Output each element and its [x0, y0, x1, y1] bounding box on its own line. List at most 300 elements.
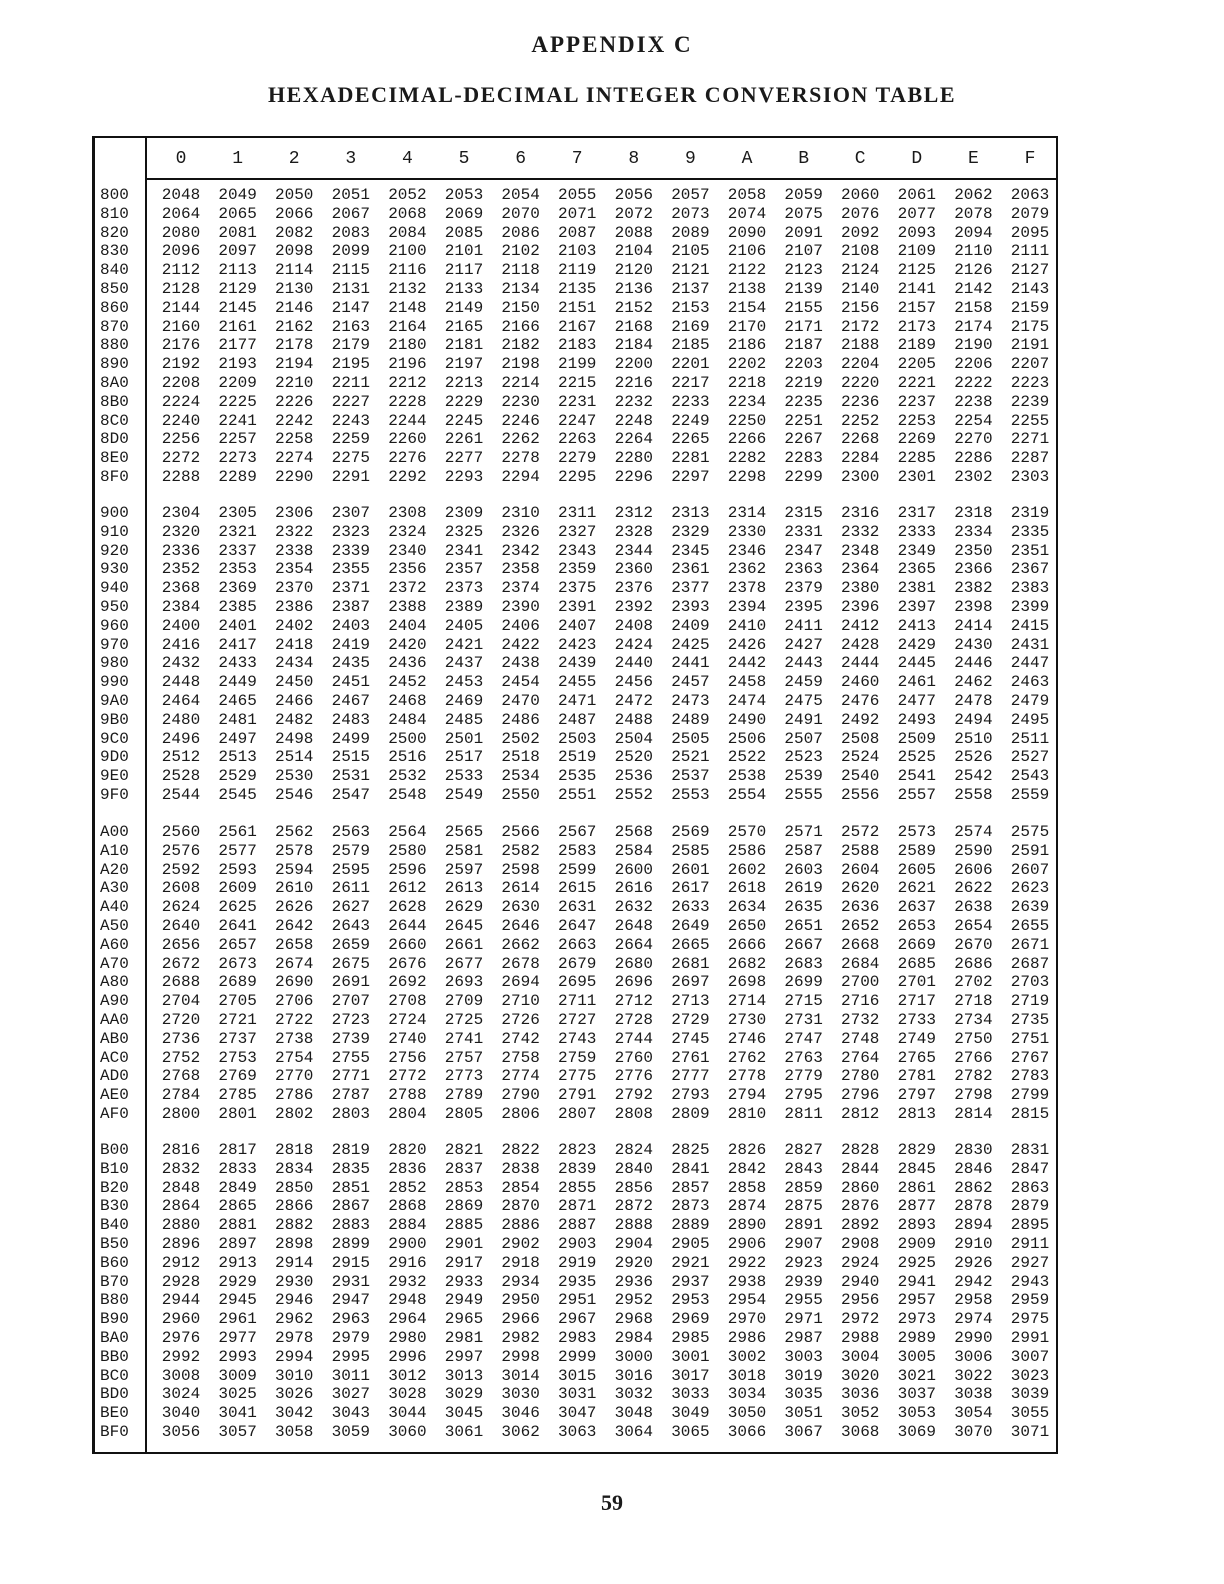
table-cell: 2829: [897, 1141, 936, 1159]
table-cell: 2902: [501, 1235, 540, 1253]
table-cell: 2555: [784, 786, 823, 804]
table-cell: 3050: [727, 1404, 767, 1423]
table-cell: 2459: [784, 673, 823, 692]
table-cell: 2256: [161, 430, 201, 449]
table-cell: 2985: [671, 1329, 710, 1347]
table-cell: 2977: [218, 1329, 257, 1347]
table-cell: 2606: [954, 860, 993, 879]
row-label: 810: [100, 204, 129, 223]
table-cell: 2369: [218, 579, 257, 598]
table-cell: 3008: [161, 1366, 201, 1385]
table-cell: 2763: [784, 1048, 823, 1067]
table-cell: 2281: [671, 449, 710, 468]
table-cell: 2486: [501, 710, 540, 729]
table-cell: 2601: [671, 860, 710, 879]
table-cell: 2065: [218, 204, 257, 223]
table-cell: 2252: [840, 411, 880, 430]
table-cell: 2578: [274, 841, 314, 860]
table-cell: 2834: [274, 1159, 314, 1178]
table-cell: 2747: [784, 1029, 823, 1048]
row-label: A70: [100, 954, 129, 973]
row-label: B40: [100, 1216, 129, 1235]
table-cell: 2941: [897, 1272, 936, 1291]
table-cell: 2577: [218, 841, 257, 860]
table-cell: 2701: [897, 973, 936, 992]
table-cell: 2889: [671, 1216, 710, 1235]
table-cell: 2200: [614, 355, 653, 374]
table-cell: 2094: [954, 223, 993, 242]
table-cell: 2832: [161, 1159, 201, 1178]
table-cell: 2660: [388, 935, 427, 954]
table-cell: 2647: [557, 917, 597, 935]
table-cell: 2089: [671, 223, 710, 242]
table-cell: 2077: [897, 204, 936, 223]
row-label: B70: [100, 1272, 129, 1291]
row-label: A10: [100, 841, 129, 860]
table-cell: 2966: [501, 1310, 540, 1329]
row-label: 8A0: [100, 374, 129, 392]
table-cell: 2691: [331, 973, 370, 992]
table-cell: 2099: [331, 242, 370, 261]
table-cell: 2170: [727, 317, 767, 336]
table-cell: 2958: [954, 1291, 993, 1310]
table-cell: 2940: [840, 1272, 880, 1291]
table-cell: 2298: [727, 468, 767, 486]
table-cell: 2274: [274, 449, 314, 468]
table-cell: 2932: [388, 1272, 427, 1291]
table-cell: 2425: [671, 635, 710, 654]
table-cell: 2402: [274, 616, 314, 635]
table-cell: 2808: [614, 1105, 653, 1123]
table-cell: 2115: [331, 261, 370, 280]
table-cell: 2657: [218, 935, 257, 954]
table-cell: 2553: [671, 786, 710, 804]
table-cell: 2508: [840, 729, 880, 748]
table-cell: 2554: [727, 786, 767, 804]
table-cell: 2898: [274, 1235, 314, 1253]
table-cell: 2087: [557, 223, 597, 242]
table-cell: 2127: [1010, 261, 1050, 280]
table-cell: 3000: [614, 1347, 653, 1366]
table-cell: 2428: [840, 635, 880, 654]
table-cell: 2444: [840, 654, 880, 673]
row-label: 870: [100, 317, 129, 336]
table-cell: 2194: [274, 355, 314, 374]
table-cell: 3014: [501, 1366, 540, 1385]
table-cell: 2592: [161, 860, 201, 879]
table-cell: 2910: [954, 1235, 993, 1253]
table-cell: 2709: [444, 992, 484, 1011]
table-cell: 2557: [897, 786, 936, 804]
table-cell: 2368: [161, 579, 201, 598]
table-cell: 2316: [840, 504, 880, 522]
table-cell: 2708: [388, 992, 427, 1011]
table-cell: 2383: [1010, 579, 1050, 598]
table-cell: 2220: [840, 374, 880, 392]
table-cell: 2605: [897, 860, 936, 879]
table-cell: 2090: [727, 223, 767, 242]
table-cell: 2740: [388, 1029, 427, 1048]
table-cell: 2332: [840, 522, 880, 541]
table-cell: 2552: [614, 786, 653, 804]
table-cell: 2442: [727, 654, 767, 673]
table-cell: 2904: [614, 1235, 653, 1253]
table-cell: 2397: [897, 598, 936, 616]
table-cell: 2780: [840, 1067, 880, 1086]
table-cell: 2856: [614, 1178, 653, 1197]
table-cell: 2229: [444, 392, 484, 411]
table-cell: 2138: [727, 280, 767, 298]
table-cell: 3046: [501, 1404, 540, 1423]
table-cell: 2150: [501, 298, 540, 317]
table-cell: 2301: [897, 468, 936, 486]
table-cell: 2418: [274, 635, 314, 654]
table-cell: 2325: [444, 522, 484, 541]
table-cell: 3037: [897, 1385, 936, 1404]
table-cell: 2190: [954, 336, 993, 355]
table-cell: 2522: [727, 748, 767, 767]
row-label: 890: [100, 355, 129, 374]
table-cell: 2803: [331, 1105, 370, 1123]
row-label: 8D0: [100, 430, 129, 449]
table-cell: 2838: [501, 1159, 540, 1178]
table-cell: 2746: [727, 1029, 767, 1048]
table-cell: 3011: [331, 1366, 370, 1385]
table-cell: 2276: [388, 449, 427, 468]
table-cell: 2669: [897, 935, 936, 954]
table-cell: 2676: [388, 954, 427, 973]
table-cell: 2915: [331, 1253, 370, 1272]
table-cell: 2500: [388, 729, 427, 748]
table-cell: 2911: [1010, 1235, 1050, 1253]
table-cell: 2068: [388, 204, 427, 223]
table-cell: 2163: [331, 317, 370, 336]
table-cell: 2075: [784, 204, 823, 223]
table-cell: 2634: [727, 898, 767, 917]
table-cell: 2331: [784, 522, 823, 541]
table-cell: 2866: [274, 1197, 314, 1216]
table-cell: 2827: [784, 1141, 823, 1159]
table-cell: 2677: [444, 954, 484, 973]
row-label: BD0: [100, 1385, 129, 1404]
table-cell: 2738: [274, 1029, 314, 1048]
table-cell: 2180: [388, 336, 427, 355]
table-cell: 2290: [274, 468, 314, 486]
table-cell: 2446: [954, 654, 993, 673]
table-cell: 2049: [218, 186, 257, 204]
table-cell: 2715: [784, 992, 823, 1011]
table-cell: 2144: [161, 298, 201, 317]
table-cell: 2641: [218, 917, 257, 935]
table-cell: 2523: [784, 748, 823, 767]
table-cell: 2321: [218, 522, 257, 541]
table-cell: 2219: [784, 374, 823, 392]
table-cell: 2668: [840, 935, 880, 954]
table-cell: 2470: [501, 692, 540, 710]
table-cell: 2607: [1010, 860, 1050, 879]
table-cell: 3058: [274, 1423, 314, 1441]
table-cell: 2292: [388, 468, 427, 486]
table-cell: 2512: [161, 748, 201, 767]
table-cell: 2687: [1010, 954, 1050, 973]
table-cell: 2665: [671, 935, 710, 954]
row-label: B30: [100, 1197, 129, 1216]
column-header: A: [741, 149, 753, 169]
table-cell: 2121: [671, 261, 710, 280]
row-label: AE0: [100, 1086, 129, 1105]
table-cell: 3006: [954, 1347, 993, 1366]
table-cell: 2722: [274, 1011, 314, 1029]
table-cell: 3016: [614, 1366, 653, 1385]
table-cell: 2887: [557, 1216, 597, 1235]
table-cell: 2419: [331, 635, 370, 654]
table-cell: 2993: [218, 1347, 257, 1366]
table-cell: 2672: [161, 954, 201, 973]
column-header: F: [1024, 149, 1036, 169]
table-cell: 2273: [218, 449, 257, 468]
table-cell: 2758: [501, 1048, 540, 1067]
table-cell: 2566: [501, 823, 540, 841]
table-cell: 2622: [954, 879, 993, 898]
table-cell: 2469: [444, 692, 484, 710]
table-cell: 2897: [218, 1235, 257, 1253]
table-cell: 2865: [218, 1197, 257, 1216]
table-cell: 2531: [331, 767, 370, 786]
table-cell: 2467: [331, 692, 370, 710]
table-cell: 2347: [784, 541, 823, 560]
table-cell: 2231: [557, 392, 597, 411]
table-cell: 2168: [614, 317, 653, 336]
table-cell: 2380: [840, 579, 880, 598]
table-cell: 2052: [388, 186, 427, 204]
table-cell: 2998: [501, 1347, 540, 1366]
table-cell: 2336: [161, 541, 201, 560]
table-cell: 2781: [897, 1067, 936, 1086]
table-cell: 2400: [161, 616, 201, 635]
table-cell: 2973: [897, 1310, 936, 1329]
table-cell: 2390: [501, 598, 540, 616]
table-cell: 2110: [954, 242, 993, 261]
table-cell: 2438: [501, 654, 540, 673]
table-cell: 2678: [501, 954, 540, 973]
table-cell: 2741: [444, 1029, 484, 1048]
table-cell: 2483: [331, 710, 370, 729]
table-cell: 2595: [331, 860, 370, 879]
table-cell: 2875: [784, 1197, 823, 1216]
table-cell: 2984: [614, 1329, 653, 1347]
table-cell: 2391: [557, 598, 597, 616]
table-cell: 2938: [727, 1272, 767, 1291]
table-cell: 2845: [897, 1159, 936, 1178]
table-cell: 2801: [218, 1105, 257, 1123]
table-cell: 2528: [161, 767, 201, 786]
table-cell: 2433: [218, 654, 257, 673]
table-cell: 2732: [840, 1011, 880, 1029]
table-cell: 2204: [840, 355, 880, 374]
table-cell: 2586: [727, 841, 767, 860]
table-cell: 2415: [1010, 616, 1050, 635]
table-cell: 2828: [840, 1141, 880, 1159]
table-cell: 2235: [784, 392, 823, 411]
table-cell: 2692: [388, 973, 427, 992]
table-cell: 2843: [784, 1159, 823, 1178]
table-cell: 2156: [840, 298, 880, 317]
table-cell: 2223: [1010, 374, 1050, 392]
table-cell: 2775: [557, 1067, 597, 1086]
table-cell: 2417: [218, 635, 257, 654]
table-cell: 2666: [727, 935, 767, 954]
table-cell: 2280: [614, 449, 653, 468]
table-cell: 2696: [614, 973, 653, 992]
table-cell: 2822: [501, 1141, 540, 1159]
row-label: BA0: [100, 1329, 129, 1347]
table-cell: 2786: [274, 1086, 314, 1105]
row-label: A00: [100, 823, 129, 841]
table-cell: 2734: [954, 1011, 993, 1029]
table-cell: 2591: [1010, 841, 1050, 860]
table-cell: 3065: [671, 1423, 710, 1441]
table-cell: 2970: [727, 1310, 767, 1329]
table-cell: 2659: [331, 935, 370, 954]
table-cell: 2565: [444, 823, 484, 841]
table-cell: 2451: [331, 673, 370, 692]
table-cell: 2260: [388, 430, 427, 449]
table-cell: 2073: [671, 204, 710, 223]
table-cell: 2250: [727, 411, 767, 430]
table-cell: 2143: [1010, 280, 1050, 298]
table-cell: 2309: [444, 504, 484, 522]
table-cell: 2460: [840, 673, 880, 692]
table-cell: 2378: [727, 579, 767, 598]
table-cell: 2509: [897, 729, 936, 748]
table-cell: 2430: [954, 635, 993, 654]
table-cell: 2343: [557, 541, 597, 560]
table-cell: 2381: [897, 579, 936, 598]
table-cell: 2253: [897, 411, 936, 430]
table-cell: 2982: [501, 1329, 540, 1347]
table-cell: 3017: [671, 1366, 710, 1385]
table-cell: 2951: [557, 1291, 597, 1310]
table-cell: 2427: [784, 635, 823, 654]
table-cell: 2864: [161, 1197, 201, 1216]
table-cell: 3055: [1010, 1404, 1050, 1423]
table-cell: 2268: [840, 430, 880, 449]
table-cell: 2179: [331, 336, 370, 355]
table-cell: 2294: [501, 468, 540, 486]
table-cell: 2248: [614, 411, 653, 430]
table-cell: 2359: [557, 560, 597, 579]
table-cell: 2279: [557, 449, 597, 468]
table-cell: 2395: [784, 598, 823, 616]
table-cell: 2737: [218, 1029, 257, 1048]
table-cell: 2830: [954, 1141, 993, 1159]
table-cell: 3043: [331, 1404, 370, 1423]
table-cell: 2888: [614, 1216, 653, 1235]
table-cell: 2346: [727, 541, 767, 560]
table-cell: 2992: [161, 1347, 201, 1366]
table-cell: 2955: [784, 1291, 823, 1310]
table-cell: 2401: [218, 616, 257, 635]
table-cell: 2447: [1010, 654, 1050, 673]
table-cell: 2544: [161, 786, 201, 804]
row-label: A40: [100, 898, 129, 917]
row-label: 8F0: [100, 468, 129, 486]
table-cell: 2913: [218, 1253, 257, 1272]
table-cell: 3061: [444, 1423, 484, 1441]
table-cell: 2489: [671, 710, 710, 729]
table-cell: 2580: [388, 841, 427, 860]
table-cell: 2306: [274, 504, 314, 522]
table-cell: 2242: [274, 411, 314, 430]
table-cell: 2926: [954, 1253, 993, 1272]
table-cell: 2192: [161, 355, 201, 374]
table-cell: 2475: [784, 692, 823, 710]
table-cell: 2234: [727, 392, 767, 411]
table-cell: 2547: [331, 786, 370, 804]
table-cell: 2061: [897, 186, 936, 204]
table-cell: 2883: [331, 1216, 370, 1235]
table-cell: 2432: [161, 654, 201, 673]
table-cell: 2455: [557, 673, 597, 692]
table-cell: 3044: [388, 1404, 427, 1423]
table-cell: 2949: [444, 1291, 484, 1310]
row-label-divider: [145, 136, 147, 1454]
table-cell: 2184: [614, 336, 653, 355]
table-cell: 2355: [331, 560, 370, 579]
table-cell: 2731: [784, 1011, 823, 1029]
table-cell: 2891: [784, 1216, 823, 1235]
table-cell: 2548: [388, 786, 427, 804]
table-cell: 2617: [671, 879, 710, 898]
row-label: 940: [100, 579, 129, 598]
table-cell: 3024: [161, 1385, 201, 1404]
table-cell: 2644: [388, 917, 427, 935]
row-label: 9B0: [100, 710, 129, 729]
table-cell: 2063: [1010, 186, 1050, 204]
table-cell: 2912: [161, 1253, 201, 1272]
row-label: 9A0: [100, 692, 129, 710]
table-cell: 2113: [218, 261, 257, 280]
table-cell: 2922: [727, 1253, 767, 1272]
row-label: A20: [100, 860, 129, 879]
table-cell: 2382: [954, 579, 993, 598]
row-label: B80: [100, 1291, 129, 1310]
table-cell: 2529: [218, 767, 257, 786]
table-cell: 2171: [784, 317, 823, 336]
table-cell: 2573: [897, 823, 936, 841]
table-cell: 2561: [218, 823, 257, 841]
table-cell: 2429: [897, 635, 936, 654]
table-cell: 2264: [614, 430, 653, 449]
table-cell: 2324: [388, 522, 427, 541]
table-cell: 2906: [727, 1235, 767, 1253]
table-cell: 2683: [784, 954, 823, 973]
table-cell: 2408: [614, 616, 653, 635]
table-cell: 2969: [671, 1310, 710, 1329]
table-cell: 2584: [614, 841, 653, 860]
table-cell: 2631: [557, 898, 597, 917]
page-title: HEXADECIMAL-DECIMAL INTEGER CONVERSION TABLE: [267, 82, 956, 107]
row-label: 960: [100, 616, 129, 635]
table-cell: 2609: [218, 879, 257, 898]
table-cell: 2258: [274, 430, 314, 449]
table-cell: 2806: [501, 1105, 540, 1123]
table-cell: 2846: [954, 1159, 993, 1178]
table-cell: 2671: [1010, 935, 1050, 954]
table-cell: 2946: [274, 1291, 314, 1310]
table-cell: 2454: [501, 673, 540, 692]
table-cell: 2695: [557, 973, 597, 992]
